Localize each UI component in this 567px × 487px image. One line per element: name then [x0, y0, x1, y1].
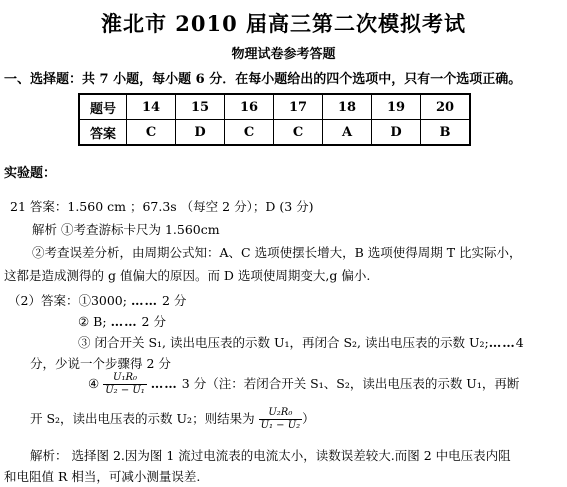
part2-line-1 — [8, 291, 186, 309]
section-experiment-heading: 实验题： — [4, 166, 57, 181]
fraction-numerator: U₂R₀ — [259, 407, 303, 420]
part2-line-3 — [78, 333, 524, 351]
table-cell: 17 — [274, 94, 323, 120]
table-cell: D — [176, 120, 225, 146]
part2-note: 3 分（注：若闭合开关 S₁、S₂，读出电压表的示数 U₁，再断 — [181, 376, 520, 391]
part2-score-3: 4 — [515, 335, 524, 350]
table-cell: D — [372, 120, 421, 146]
table-cell: A — [323, 120, 372, 146]
part2-line-3b: 分，少说一个步骤得 2 分 — [30, 356, 171, 371]
fraction-numerator: U₁R₀ — [103, 372, 147, 385]
table-cell: 20 — [421, 94, 471, 120]
fraction-denominator: U₂ − U₁ — [105, 385, 145, 396]
dots: …… — [130, 293, 158, 308]
table-header-number: 题号 — [79, 94, 127, 120]
part2-explanation-2: 和电阻值 R 相当，可减小测量误差. — [4, 469, 201, 484]
page-subtitle: 物理试卷参考答题 — [231, 47, 336, 62]
table-cell: C — [127, 120, 176, 146]
q21-answer-line — [10, 197, 314, 215]
table-header-answer: 答案 — [79, 120, 127, 146]
table-cell: 14 — [127, 94, 176, 120]
table-cell: B — [421, 120, 471, 146]
q21-explanation-2: ②考查误差分析，由周期公式知：A、C 选项使摆长增大，B 选项使得周期 T 比实际小， — [32, 245, 522, 260]
table-cell: 15 — [176, 94, 225, 120]
formula-fraction-2 — [259, 407, 303, 432]
part2-explanation-1: 解析： 选择图 2.因为图 1 流过电流表的电流太小，读数误差较大.而图 2 中电压表内阻 — [30, 448, 511, 463]
section-choice-heading: 一、选择题：共 7 小题，每小题 6 分．在每小题给出的四个选项中，只有一个选项正确。 — [4, 72, 522, 87]
table-row-answers — [79, 120, 470, 146]
part2-note-2: 开 S₂，读出电压表的示数 U₂；则结果为 — [30, 411, 255, 426]
formula-fraction-1 — [103, 372, 147, 397]
part2-answer-1: ①3000; — [78, 293, 127, 308]
closing-paren: ） — [302, 411, 315, 426]
part2-line-4b — [30, 407, 315, 432]
part2-score-1: 2 分 — [161, 293, 187, 308]
fraction-denominator: U₁ − U₂ — [260, 420, 301, 431]
part2-answer-3: ③ 闭合开关 S₁, 读出电压表的示数 U₁，再闭合 S₂, 读出电压表的示数 U₂; — [78, 335, 489, 350]
q21-explanation-1: 解析 ①考查游标卡尺为 1.560cm — [32, 222, 220, 237]
part2-line-2 — [78, 312, 166, 330]
q21-explanation-3: 这都是造成测得的 g 值偏大的原因。而 D 选项使周期变大,g 偏小. — [4, 268, 371, 283]
dots: …… — [150, 376, 178, 391]
part2-line-4 — [88, 372, 519, 397]
q21-answer-text: 21 答案：1.560 cm ；67.3s （每空 2 分）；D (3 分) — [10, 199, 314, 214]
table-cell: 19 — [372, 94, 421, 120]
answer-table — [78, 93, 471, 146]
dots: …… — [488, 335, 516, 350]
part2-answer-2: ② B; — [78, 314, 107, 329]
table-row-numbers — [79, 94, 470, 120]
table-cell: 16 — [225, 94, 274, 120]
page-title: 淮北市 2010 届高三第二次模拟考试 — [100, 11, 467, 36]
table-cell: C — [225, 120, 274, 146]
circle-4: ④ — [88, 376, 100, 391]
part2-score-2: 2 分 — [141, 314, 166, 329]
dots: …… — [110, 314, 138, 329]
table-cell: C — [274, 120, 323, 146]
part2-label: （2）答案： — [8, 293, 79, 308]
table-cell: 18 — [323, 94, 372, 120]
